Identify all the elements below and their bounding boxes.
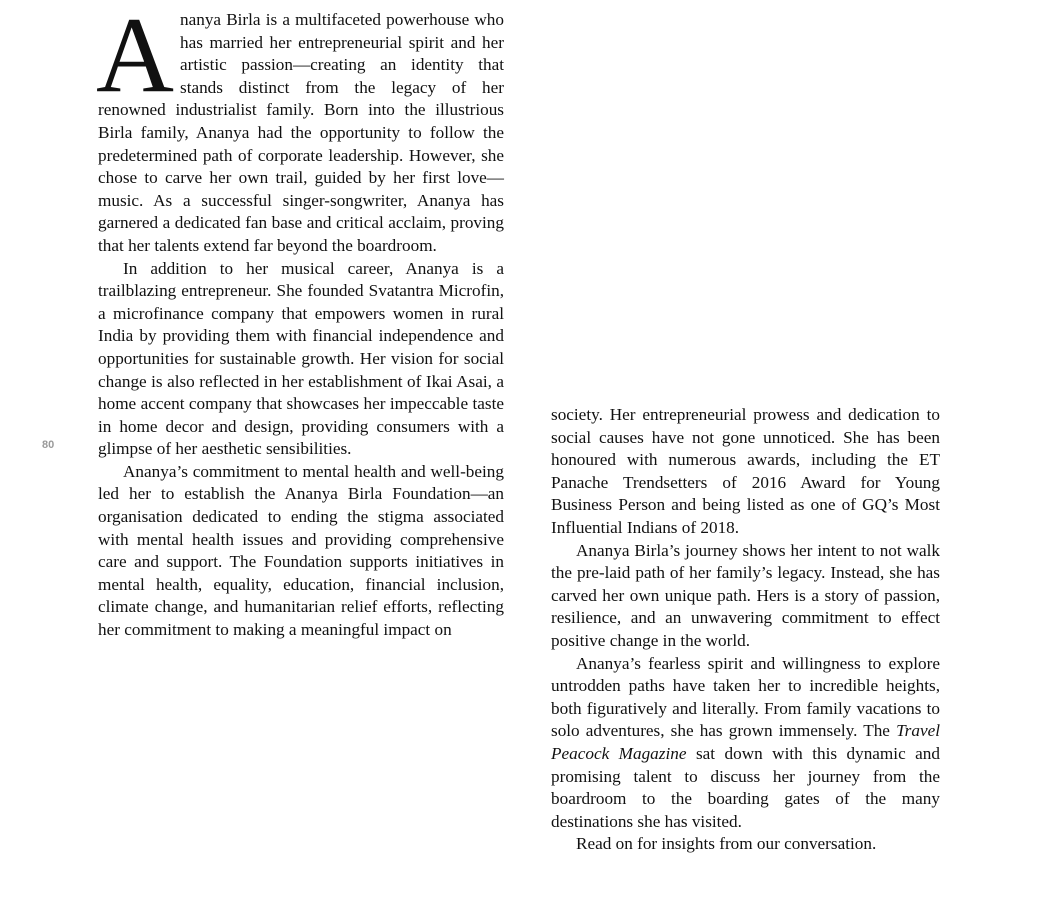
magazine-name: Travel Peacock Magazine — [551, 721, 940, 763]
closing-paragraph: Read on for insights from our conversation. — [576, 834, 877, 854]
entrepreneur-paragraph: In addition to her musical career, Ananya is a trailblazing entrepreneur. She founded Svatantra Microfin, a microfinance company that empowers women in rural India by providing them with financial independence and opportunities for sustainable growth. Her vision for social change is also reflected in her establishment of Ikai Asai, a home accent company that showcases her impeccable taste in home decor and design, providing consumers with a glimpse of her aesthetic sensibilities. — [98, 258, 504, 459]
spirit-text-after: sat down with this dynamic and promising talent to discuss her journey from the boardroom to the boarding gates of the many destinations she has visited. — [551, 743, 940, 831]
intro-paragraph-text: nanya Birla is a multifaceted powerhouse who has married her entrepreneurial spirit and her artistic passion—creating an identity that stands distinct from the legacy of her renowned industrialist family. Born into the illustrious Birla family, Ananya had the opportunity to follow the predetermined path of corporate leadership. However, she chose to carve her own trail, guided by her first love—music. As a successful singer-songwriter, Ananya has garnered a dedicated fan base and critical acclaim, proving that her talents extend far beyond the boardroom. — [98, 10, 504, 255]
page-number: 80 — [42, 439, 55, 451]
intro-paragraph — [96, 0, 504, 258]
foundation-paragraph: Ananya’s commitment to mental health and well-being led her to establish the Ananya Birla Foundation—an organisation dedicated to ending the stigma associated with mental health issues and providing comprehensive care and support. The Foundation supports initiatives in mental health, equality, education, financial inclusion, climate change, and humanitarian relief efforts, reflecting her commitment to making a meaningful impact on — [98, 461, 504, 640]
article-right-column — [551, 404, 940, 856]
awards-paragraph: society. Her entrepreneurial prowess and dedication to social causes have not gone unnoticed. She has been honoured with numerous awards, including the ET Panache Trendsetters of 2016 Award for Young Business Person and being listed as one of GQ’s Most Influential Indians of 2018. — [551, 405, 940, 537]
journey-paragraph: Ananya Birla’s journey shows her intent to not walk the pre-laid path of her family’s legacy. Instead, she has carved her own unique path. Hers is a story of passion, resilience, and an unwavering commitment to effect positive change in the world. — [551, 540, 940, 650]
spirit-text-before: Ananya’s fearless spirit and willingness to explore untrodden paths have taken her to incredible heights, both figuratively and literally. From family vacations to solo adventures, she has grown immensely. The — [551, 653, 940, 741]
article-left-column — [96, 0, 504, 642]
drop-cap: A — [96, 0, 174, 115]
spirit-paragraph — [551, 653, 940, 834]
